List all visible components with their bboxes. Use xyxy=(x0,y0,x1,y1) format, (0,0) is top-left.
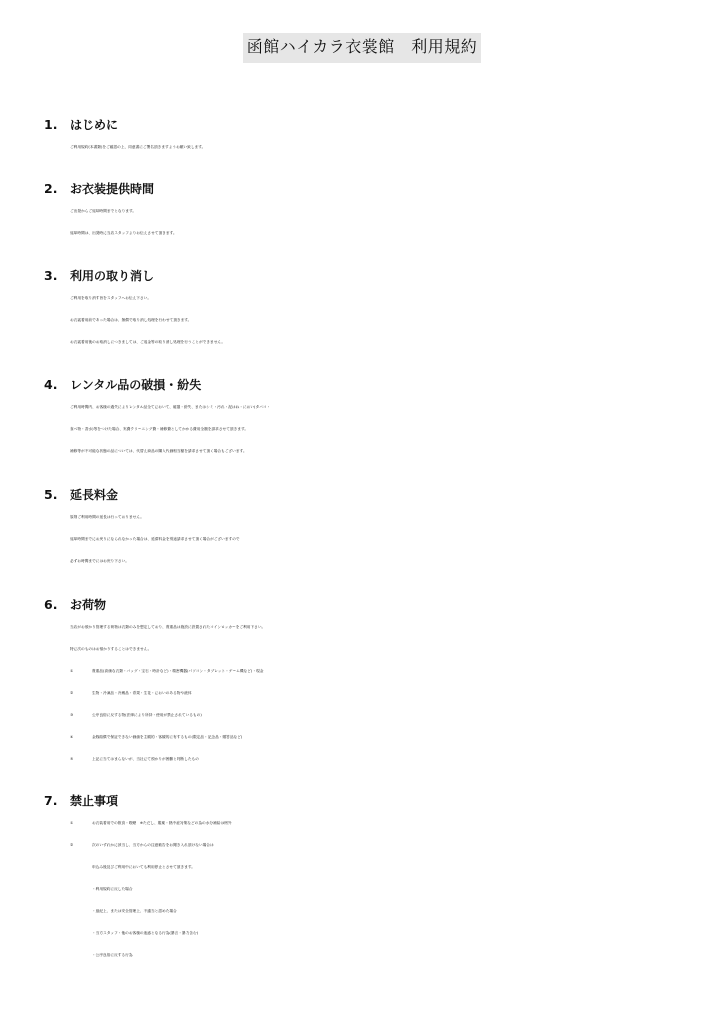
bullet-item: ・当方スタッフ・他のお客様の迷惑となる行為(暴言・暴力含む) xyxy=(92,931,199,935)
section-heading xyxy=(0,265,724,287)
section-heading xyxy=(0,594,724,616)
section-number: 6. xyxy=(44,597,58,612)
text-line: 特に次のものはお預かりすることはできません。 xyxy=(70,647,152,651)
section-4 xyxy=(0,374,724,462)
page-title: 函館ハイカラ衣裳館 利用規約 xyxy=(243,33,482,63)
section-title: レンタル品の破損・紛失 xyxy=(70,378,202,392)
item-number: ③ xyxy=(70,713,74,717)
item-text: 金銭賠償で保証できない価値を主観的・客観的に有するもの(限定品・記念品・贈答品など) xyxy=(92,735,243,739)
list-item xyxy=(0,748,724,770)
section-number: 2. xyxy=(44,181,58,196)
bullet-item: ・公序良俗に反する行為 xyxy=(92,953,133,957)
section-heading xyxy=(0,790,724,812)
text-line: 必ずお時間までにはお戻り下さい。 xyxy=(70,559,129,563)
section-title: 延長料金 xyxy=(70,488,119,502)
section-heading xyxy=(0,374,724,396)
section-number: 4. xyxy=(44,377,58,392)
item-text: 上記に当てはまらないが、当社にて預かりが困難と判断したもの xyxy=(92,757,199,761)
section-5 xyxy=(0,484,724,572)
item-text: 次のいずれかに該当し、当方からの注意勧告をお聞き入れ頂けない場合は xyxy=(92,843,214,847)
text-line: お衣裳着用前であった場合は、無償で取り消し処理を行わせて頂きます。 xyxy=(70,318,192,322)
item-text: 貴重品(高価な衣類・バッグ・宝石・時計など)・精密機器(パソコン・タブレット・ゲーム機など)・現金 xyxy=(92,669,264,673)
section-title: はじめに xyxy=(70,118,119,132)
item-number: ② xyxy=(70,691,74,695)
section-title: お荷物 xyxy=(70,598,107,612)
text-line: 原則ご利用時間の延長は行っておりません。 xyxy=(70,515,144,519)
item-number: ④ xyxy=(70,735,74,739)
section-number: 5. xyxy=(44,487,58,502)
list-item xyxy=(0,834,724,856)
text-line: 当店がお預かり管理する荷物は衣類のみを想定しており、貴重品は施設に設置されたコインロッカーをご利用下さい。 xyxy=(70,625,266,629)
section-title: お衣装提供時間 xyxy=(70,182,155,196)
section-number: 1. xyxy=(44,117,58,132)
text-line: 返却時間は、出発時に当店スタッフよりお伝えさせて頂きます。 xyxy=(70,231,177,235)
item-number: ② xyxy=(70,843,74,847)
section-number: 3. xyxy=(44,268,58,283)
section-number: 7. xyxy=(44,793,58,808)
section-title: 禁止事項 xyxy=(70,794,119,808)
section-1 xyxy=(0,114,724,158)
item-number: ① xyxy=(70,821,74,825)
continuation-line: 申込み後及びご利用中においても利用停止とさせて頂きます。 xyxy=(92,865,195,869)
text-line: お衣裳着用後のお取消しにつきましては、ご返金等の取り消し処理を行うことができません。 xyxy=(70,340,226,344)
text-line: ご利用時間内、お客様の過失によりレンタル品全てにおいて、破損・紛失、またはシミ・汚れ・泥はね・におい(タバコ・ xyxy=(70,405,271,409)
list-item xyxy=(0,682,724,704)
section-6 xyxy=(0,594,724,770)
bullet-item: ・風紀上、または安全管理上、不適当と認めた場合 xyxy=(92,909,177,913)
section-3 xyxy=(0,265,724,353)
item-number: ① xyxy=(70,669,74,673)
item-number: ⑤ xyxy=(70,757,74,761)
list-item xyxy=(0,812,724,834)
list-item xyxy=(0,726,724,748)
text-line: ご出発からご返却時間までとなります。 xyxy=(70,209,137,213)
section-2 xyxy=(0,178,724,244)
text-line: ご利用を取り消す旨をスタッフへお伝え下さい。 xyxy=(70,296,152,300)
list-item xyxy=(0,704,724,726)
section-heading xyxy=(0,178,724,200)
section-heading xyxy=(0,484,724,506)
text-line: 食べ物・香水)等をつけた場合、実費クリーニング費・補修費としてかかる費用全額を請求させて頂きます。 xyxy=(70,427,249,431)
text-line: 補修等が不可能な状態の品については、代替え商品の購入代価相当額を請求させて頂く場合もございます。 xyxy=(70,449,247,453)
text-line: ご利用規約(本書類)をご確認の上、同意書にご署名頂きますようお願い致します。 xyxy=(70,145,206,149)
title-wrapper xyxy=(0,33,724,63)
item-text: 生物・冷凍品・冷蔵品・青果・生花・においのある物や液体 xyxy=(92,691,192,695)
bullet-item: ・利用規約に反した場合 xyxy=(92,887,133,891)
text-line: 返却時間までにお戻りになられなかった場合は、延滞料金を別途請求させて頂く場合がございますので xyxy=(70,537,240,541)
section-heading xyxy=(0,114,724,136)
section-7 xyxy=(0,790,724,966)
item-text: 公序良俗に反する物(法律により所持・使用が禁止されているもの) xyxy=(92,713,202,717)
section-title: 利用の取り消し xyxy=(70,269,155,283)
list-item xyxy=(0,660,724,682)
item-text: お衣装着用での飲食・喫煙 ※ただし、服薬・熱中症対策などの為の水分補給は例外 xyxy=(92,821,232,825)
